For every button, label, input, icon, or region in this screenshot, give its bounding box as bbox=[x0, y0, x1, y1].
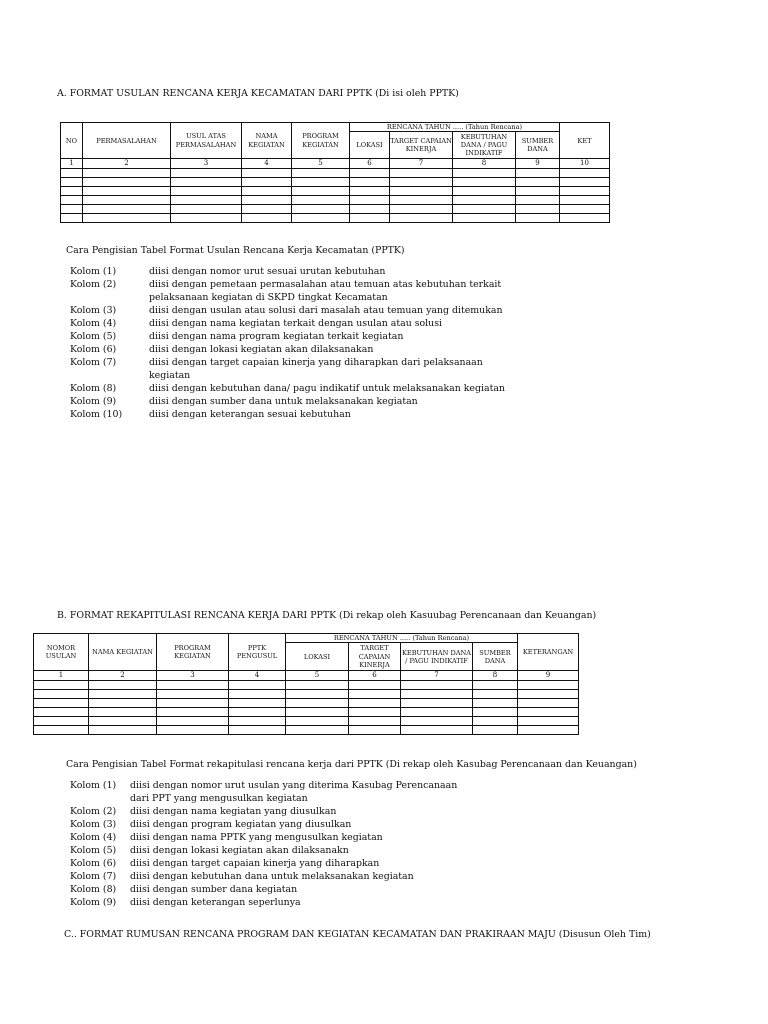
table-row bbox=[34, 716, 579, 725]
column-number: 3 bbox=[157, 671, 229, 681]
section-c-title: C.. FORMAT RUMUSAN RENCANA PROGRAM DAN KEGIATAN KECAMATAN DAN PRAKIRAAN MAJU (Disusun Oleh Tim) bbox=[64, 929, 651, 940]
guide-item-text: diisi dengan keterangan sesuai kebutuhan bbox=[149, 409, 351, 420]
guide-item bbox=[70, 883, 475, 896]
guide-item-column: Kolom (3) bbox=[70, 305, 117, 316]
header-lokasi: LOKASI bbox=[286, 643, 349, 671]
table-row bbox=[61, 195, 610, 204]
header-keterangan: KETERANGAN bbox=[518, 634, 579, 671]
header-lokasi: LOKASI bbox=[350, 132, 390, 159]
guide-item-column: Kolom (2) bbox=[70, 806, 117, 817]
guide-item-text: diisi dengan nomor urut usulan yang diterima Kasubag Perencanaan dari PPT yang mengusulkan kegiatan bbox=[130, 780, 458, 804]
guide-item-column: Kolom (3) bbox=[70, 819, 117, 830]
column-number: 1 bbox=[34, 671, 89, 681]
table-row bbox=[34, 689, 579, 698]
guide-item bbox=[70, 818, 475, 831]
guide-item-text: diisi dengan pemetaan permasalahan atau temuan atas kebutuhan terkait pelaksanaan kegiatan di SKPD tingkat Kecamatan bbox=[149, 279, 502, 303]
guide-item bbox=[70, 408, 510, 421]
guide-item-text: diisi dengan usulan atau solusi dari masalah atau temuan yang ditemukan bbox=[149, 305, 503, 316]
guide-item-text: diisi dengan nomor urut sesuai urutan kebutuhan bbox=[149, 266, 386, 277]
guide-item bbox=[70, 278, 510, 304]
column-number: 8 bbox=[453, 159, 516, 169]
guide-item bbox=[70, 356, 510, 382]
column-number: 7 bbox=[401, 671, 473, 681]
header-program-kegiatan: PROGRAM KEGIATAN bbox=[157, 634, 229, 671]
table-row bbox=[34, 707, 579, 716]
guide-item-text: diisi dengan nama program kegiatan terkait kegiatan bbox=[149, 331, 404, 342]
guide-item-text: diisi dengan target capaian kinerja yang diharapkan bbox=[130, 858, 380, 869]
section-a-title: A. FORMAT USULAN RENCANA KERJA KECAMATAN DARI PPTK (Di isi oleh PPTK) bbox=[57, 88, 459, 99]
header-rencana-tahun: RENCANA TAHUN ..... (Tahun Rencana) bbox=[350, 123, 560, 132]
guide-item bbox=[70, 857, 475, 870]
guide-item bbox=[70, 805, 475, 818]
header-target-capaian-kinerja: TARGET CAPAIAN KINERJA bbox=[390, 132, 453, 159]
table-row bbox=[34, 680, 579, 689]
column-number: 10 bbox=[560, 159, 610, 169]
guide-item-text: diisi dengan nama kegiatan yang diusulkan bbox=[130, 806, 337, 817]
column-number: 5 bbox=[286, 671, 349, 681]
guide-item-column: Kolom (5) bbox=[70, 331, 117, 342]
guide-item-text: diisi dengan sumber dana kegiatan bbox=[130, 884, 298, 895]
header-ket: KET bbox=[560, 123, 610, 159]
guide-item-text: diisi dengan sumber dana untuk melaksanakan kegiatan bbox=[149, 396, 418, 407]
column-number: 2 bbox=[89, 671, 157, 681]
column-number: 3 bbox=[171, 159, 242, 169]
table-row bbox=[61, 213, 610, 222]
guide-item bbox=[70, 870, 475, 883]
column-number: 7 bbox=[390, 159, 453, 169]
guide-item-text: diisi dengan keterangan seperlunya bbox=[130, 897, 301, 908]
header-nomor-usulan: NOMOR USULAN bbox=[34, 634, 89, 671]
guide-a-title: Cara Pengisian Tabel Format Usulan Rencana Kerja Kecamatan (PPTK) bbox=[66, 245, 405, 256]
guide-b-list bbox=[70, 779, 475, 909]
guide-item-text: diisi dengan target capaian kinerja yang diharapkan dari pelaksanaan kegiatan bbox=[149, 357, 483, 381]
usulan-table bbox=[60, 122, 610, 223]
guide-item bbox=[70, 330, 510, 343]
guide-item bbox=[70, 317, 510, 330]
header-target-capaian-kinerja: TARGET CAPAIAN KINERJA bbox=[349, 643, 401, 671]
guide-item bbox=[70, 343, 510, 356]
guide-item-column: Kolom (9) bbox=[70, 396, 117, 407]
table-row bbox=[61, 168, 610, 177]
table-row bbox=[34, 698, 579, 707]
guide-item-text: diisi dengan lokasi kegiatan akan dilaksanakn bbox=[130, 845, 349, 856]
guide-item-column: Kolom (7) bbox=[70, 357, 117, 368]
guide-item bbox=[70, 265, 510, 278]
column-number: 9 bbox=[516, 159, 560, 169]
table-row bbox=[34, 725, 579, 734]
header-nama-kegiatan: NAMA KEGIATAN bbox=[89, 634, 157, 671]
guide-item bbox=[70, 831, 475, 844]
header-pptk-pengusul: PPTK PENGUSUL bbox=[229, 634, 286, 671]
header-no: NO bbox=[61, 123, 83, 159]
guide-item-column: Kolom (2) bbox=[70, 279, 117, 290]
guide-item-text: diisi dengan kebutuhan dana/ pagu indikatif untuk melaksanakan kegiatan bbox=[149, 383, 505, 394]
guide-item-column: Kolom (8) bbox=[70, 383, 117, 394]
header-program-kegiatan: PROGRAM KEGIATAN bbox=[292, 123, 350, 159]
guide-item-column: Kolom (4) bbox=[70, 318, 117, 329]
column-number: 2 bbox=[83, 159, 171, 169]
guide-item bbox=[70, 382, 510, 395]
guide-item-text: diisi dengan nama PPTK yang mengusulkan kegiatan bbox=[130, 832, 383, 843]
header-usul-atas-permasalahan: USUL ATAS PERMASALAHAN bbox=[171, 123, 242, 159]
guide-item bbox=[70, 779, 475, 805]
guide-item bbox=[70, 395, 510, 408]
guide-b-title: Cara Pengisian Tabel Format rekapitulasi rencana kerja dari PPTK (Di rekap oleh Kasubag Perencanaan dan Keuangan) bbox=[66, 759, 637, 770]
guide-item-column: Kolom (6) bbox=[70, 858, 117, 869]
guide-item-column: Kolom (6) bbox=[70, 344, 117, 355]
guide-item-column: Kolom (5) bbox=[70, 845, 117, 856]
guide-item bbox=[70, 896, 475, 909]
guide-item-column: Kolom (1) bbox=[70, 266, 117, 277]
rekapitulasi-table bbox=[33, 633, 579, 735]
header-kebutuhan-dana: KEBUTUHAN DANA / PAGU INDIKATIF bbox=[401, 643, 473, 671]
table-row bbox=[61, 204, 610, 213]
header-sumber-dana: SUMBER DANA bbox=[473, 643, 518, 671]
guide-item-column: Kolom (9) bbox=[70, 897, 117, 908]
column-number-row bbox=[34, 671, 579, 681]
header-nama-kegiatan: NAMA KEGIATAN bbox=[242, 123, 292, 159]
table-row bbox=[61, 177, 610, 186]
guide-item-column: Kolom (8) bbox=[70, 884, 117, 895]
guide-item-column: Kolom (1) bbox=[70, 780, 117, 791]
column-number: 9 bbox=[518, 671, 579, 681]
table-row bbox=[61, 186, 610, 195]
guide-item-text: diisi dengan lokasi kegiatan akan dilaksanakan bbox=[149, 344, 374, 355]
section-b-title: B. FORMAT REKAPITULASI RENCANA KERJA DARI PPTK (Di rekap oleh Kasuubag Perencanaan dan Keuangan) bbox=[57, 610, 597, 621]
guide-item bbox=[70, 304, 510, 317]
guide-item-text: diisi dengan nama kegiatan terkait dengan usulan atau solusi bbox=[149, 318, 443, 329]
guide-item-column: Kolom (7) bbox=[70, 871, 117, 882]
header-sumber-dana: SUMBER DANA bbox=[516, 132, 560, 159]
guide-item-text: diisi dengan kebutuhan dana untuk melaksanakan kegiatan bbox=[130, 871, 414, 882]
guide-item-text: diisi dengan program kegiatan yang diusulkan bbox=[130, 819, 352, 830]
column-number: 8 bbox=[473, 671, 518, 681]
column-number: 5 bbox=[292, 159, 350, 169]
guide-item-column: Kolom (10) bbox=[70, 409, 123, 420]
header-rencana-tahun: RENCANA TAHUN ..... (Tahun Rencana) bbox=[286, 634, 518, 643]
header-kebutuhan-dana: KEBUTUHAN DANA / PAGU INDIKATIF bbox=[453, 132, 516, 159]
column-number-row bbox=[61, 159, 610, 169]
column-number: 4 bbox=[229, 671, 286, 681]
column-number: 1 bbox=[61, 159, 83, 169]
guide-item-column: Kolom (4) bbox=[70, 832, 117, 843]
column-number: 4 bbox=[242, 159, 292, 169]
guide-item bbox=[70, 844, 475, 857]
column-number: 6 bbox=[349, 671, 401, 681]
header-permasalahan: PERMASALAHAN bbox=[83, 123, 171, 159]
guide-a-list bbox=[70, 265, 510, 421]
column-number: 6 bbox=[350, 159, 390, 169]
